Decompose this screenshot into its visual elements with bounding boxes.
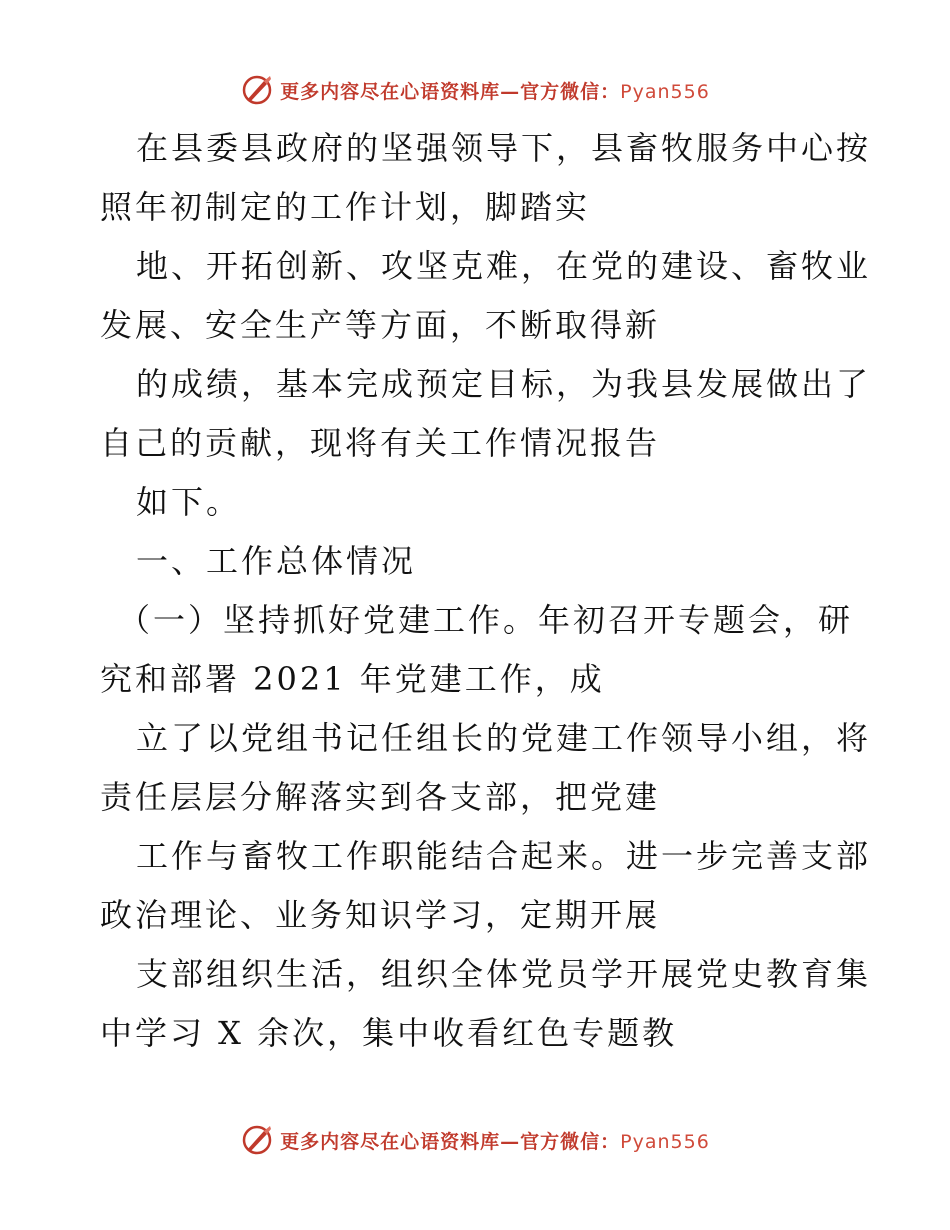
- text-line: 责任层层分解落实到各支部，把党建: [100, 778, 661, 816]
- watermark-banner-bottom: [0, 1120, 950, 1160]
- text-line: 究和部署 2021 年党建工作，成: [100, 660, 605, 698]
- quill-pen-logo-icon: [240, 73, 274, 107]
- text-line: 政治理论、业务知识学习，定期开展: [100, 896, 661, 934]
- text-line: 发展、安全生产等方面，不断取得新: [100, 306, 661, 344]
- text-line: 支部组织生活，组织全体党员学开展党史教育集: [136, 955, 872, 993]
- text-line: 如下。: [136, 483, 242, 521]
- watermark-text: 更多内容尽在心语资料库—官方微信：Pyan556: [280, 80, 710, 103]
- text-line: 中学习 X 余次，集中收看红色专题教: [100, 1014, 678, 1052]
- text-line: 工作与畜牧工作职能结合起来。进一步完善支部: [136, 837, 872, 875]
- watermark-wechat-id: Pyan556: [620, 80, 710, 103]
- text-line: 自己的贡献，现将有关工作情况报告: [100, 424, 661, 462]
- watermark-wechat-id: Pyan556: [620, 1130, 710, 1153]
- text-line: 地、开拓创新、攻坚克难，在党的建设、畜牧业: [136, 247, 872, 285]
- quill-pen-logo-icon: [240, 1123, 274, 1157]
- text-line: 立了以党组书记任组长的党建工作领导小组，将: [136, 719, 872, 757]
- text-line: 照年初制定的工作计划，脚踏实: [100, 188, 591, 226]
- text-line: （一）坚持抓好党建工作。年初召开专题会，研: [118, 601, 854, 639]
- text-line: 的成绩，基本完成预定目标，为我县发展做出了: [136, 365, 872, 403]
- watermark-banner-top: [0, 70, 950, 110]
- text-line: 在县委县政府的坚强领导下，县畜牧服务中心按: [136, 129, 872, 167]
- section-heading: 一、工作总体情况: [136, 542, 417, 580]
- watermark-text: 更多内容尽在心语资料库—官方微信：Pyan556: [280, 1130, 710, 1153]
